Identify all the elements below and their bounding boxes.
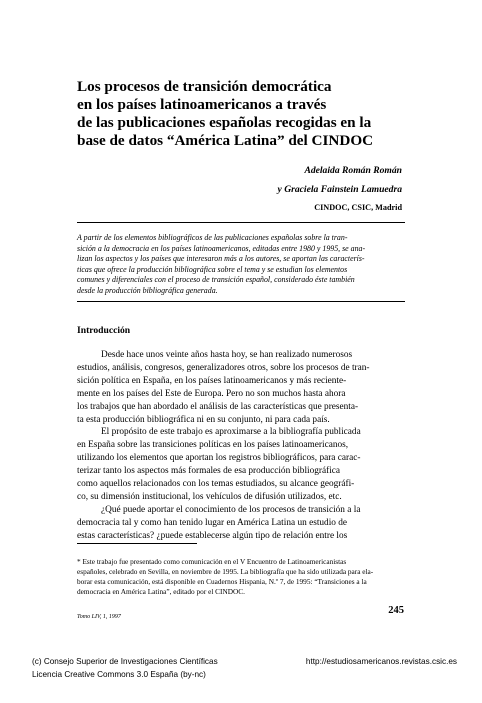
body-line: El propósito de este trabajo es aproximarse a la bibliografía publicada bbox=[101, 427, 361, 438]
body-text bbox=[77, 349, 405, 543]
footnote-line: * Este trabajo fue presentado como comunicación en el V Encuentro de Latinoamericanistas bbox=[77, 557, 347, 566]
journal-reference: Tomo LIV, 1, 1997 bbox=[77, 614, 121, 620]
author-line: Adelaida Román Román bbox=[304, 165, 402, 176]
footnote bbox=[77, 557, 405, 597]
footnote-line: democracia en América Latina”, editado por el CINDOC. bbox=[77, 587, 245, 596]
title-line: en los países latinoamericanos a través bbox=[77, 96, 327, 113]
body-line: sición política en España, en los países latinoamericanos y más reciente- bbox=[77, 375, 347, 386]
page-number: 245 bbox=[388, 605, 404, 616]
body-line: mente en los países del Este de Europa. Pero no son muchos hasta ahora bbox=[77, 388, 346, 399]
author-affiliation: CINDOC, CSIC, Madrid bbox=[314, 203, 402, 212]
body-line: terizar tanto los aspectos más formales de esa producción bibliográfica bbox=[77, 466, 341, 477]
journal-url-link[interactable]: http://estudiosamericanos.revistas.csic.es bbox=[305, 657, 457, 666]
abstract-line: A partir de los elementos bibliográficos de las publicaciones españolas sobre la tran- bbox=[77, 233, 348, 242]
body-line: los trabajos que han abordado el análisis de las características que presenta- bbox=[77, 401, 359, 412]
body-line: democracia tal y como han tenido lugar en América Latina un estudio de bbox=[77, 517, 348, 528]
author-line: y Graciela Fainstein Lamuedra bbox=[277, 184, 402, 195]
abstract-bottom-divider bbox=[77, 301, 405, 302]
abstract-line: comunes y diferenciales con el proceso de transición español, considerado éste también bbox=[77, 275, 355, 285]
title-line: base de datos “América Latina” del CINDOC bbox=[77, 132, 374, 149]
body-line: estas características? ¿puede establecerse algún tipo de relación entre los bbox=[77, 530, 348, 541]
abstract-line: desde la producción bibliográfica generada. bbox=[77, 285, 218, 295]
body-line: estudios, análisis, congresos, generalizadores otros, sobre los procesos de tran- bbox=[77, 362, 370, 373]
body-line: co, su dimensión institucional, los vehículos de difusión utilizados, etc. bbox=[77, 491, 342, 502]
abstract bbox=[77, 233, 405, 297]
body-line: ¿Qué puede aportar el conocimiento de los procesos de transición a la bbox=[101, 504, 361, 515]
footnote-divider bbox=[77, 543, 197, 544]
section-heading: Introducción bbox=[77, 325, 131, 336]
body-line: utilizando los elementos que aportan los registros bibliográficos, para carac- bbox=[77, 453, 361, 464]
footnote-line: borar esta comunicación, está disponible en Cuadernos Hispania, N.º 7, de 1995: “Transiciones a la bbox=[77, 577, 367, 586]
body-line: ta esta producción bibliográfica ni en su conjunto, ni para cada país. bbox=[77, 414, 330, 425]
license-type: Licencia Creative Commons 3.0 España (by-nc) bbox=[32, 670, 206, 679]
abstract-line: lizan los aspectos y los países que interesaron más a los autores, se aportan las caracterís- bbox=[77, 254, 365, 264]
abstract-line: sición a la democracia en los países latinoamericanos, editadas entre 1980 y 1995, se ana- bbox=[77, 243, 366, 253]
body-line: en España sobre las transiciones políticas en los países latinoamericanos, bbox=[77, 440, 349, 451]
abstract-line: ticas que ofrece la producción bibliográfica sobre el tema y se estudian los elementos bbox=[77, 264, 348, 274]
abstract-top-divider bbox=[77, 222, 405, 223]
title-line: de las publicaciones españolas recogidas en la bbox=[77, 114, 372, 131]
license-holder: (c) Consejo Superior de Investigaciones Científicas bbox=[32, 657, 218, 666]
body-line: como aquellos relacionados con los temas estudiados, su alcance geográfi- bbox=[77, 479, 355, 490]
title-line: Los procesos de transición democrática bbox=[77, 78, 332, 95]
article-title bbox=[77, 78, 417, 150]
body-line: Desde hace unos veinte años hasta hoy, se han realizado numerosos bbox=[101, 350, 353, 360]
footnote-line: españoles, celebrado en Sevilla, en noviembre de 1995. La bibliografía que ha sido utilizada para ela- bbox=[77, 567, 374, 576]
